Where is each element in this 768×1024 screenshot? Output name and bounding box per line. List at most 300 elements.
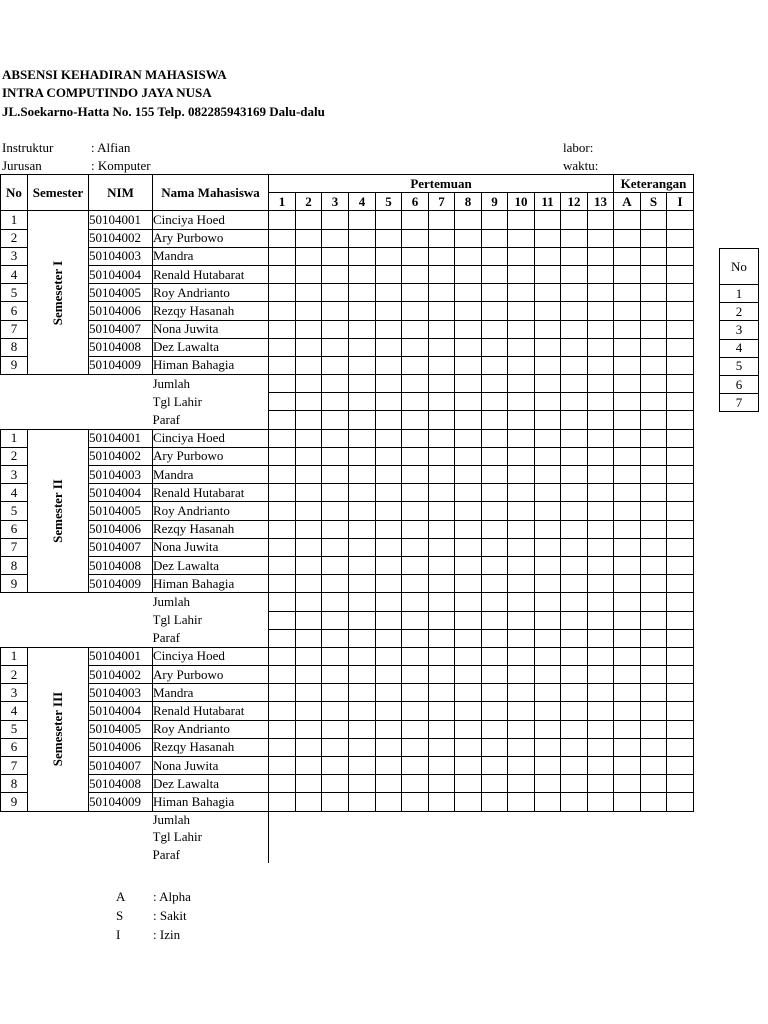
attendance-cell[interactable] bbox=[508, 229, 535, 247]
summary-cell[interactable] bbox=[561, 393, 588, 411]
attendance-cell[interactable] bbox=[402, 447, 429, 465]
attendance-cell[interactable] bbox=[482, 793, 508, 811]
summary-cell[interactable] bbox=[349, 611, 376, 629]
attendance-cell[interactable] bbox=[588, 466, 614, 484]
attendance-cell[interactable] bbox=[641, 484, 667, 502]
attendance-cell[interactable] bbox=[482, 502, 508, 520]
summary-cell[interactable] bbox=[349, 411, 376, 429]
attendance-cell[interactable] bbox=[535, 211, 561, 229]
summary-cell[interactable] bbox=[269, 411, 296, 429]
attendance-cell[interactable] bbox=[429, 502, 455, 520]
attendance-cell[interactable] bbox=[269, 720, 296, 738]
attendance-cell[interactable] bbox=[349, 302, 376, 320]
attendance-cell[interactable] bbox=[402, 356, 429, 374]
attendance-cell[interactable] bbox=[269, 556, 296, 574]
attendance-cell[interactable] bbox=[322, 320, 349, 338]
attendance-cell[interactable] bbox=[349, 211, 376, 229]
summary-cell[interactable] bbox=[376, 593, 402, 611]
attendance-cell[interactable] bbox=[667, 502, 694, 520]
attendance-cell[interactable] bbox=[588, 757, 614, 775]
attendance-cell[interactable] bbox=[614, 338, 641, 356]
attendance-cell[interactable] bbox=[667, 229, 694, 247]
attendance-cell[interactable] bbox=[269, 484, 296, 502]
attendance-cell[interactable] bbox=[296, 302, 322, 320]
attendance-cell[interactable] bbox=[588, 484, 614, 502]
attendance-cell[interactable] bbox=[667, 775, 694, 793]
attendance-cell[interactable] bbox=[614, 229, 641, 247]
summary-cell[interactable] bbox=[508, 393, 535, 411]
attendance-cell[interactable] bbox=[296, 284, 322, 302]
summary-cell[interactable] bbox=[376, 611, 402, 629]
attendance-cell[interactable] bbox=[402, 556, 429, 574]
attendance-cell[interactable] bbox=[402, 793, 429, 811]
attendance-cell[interactable] bbox=[482, 538, 508, 556]
summary-cell[interactable] bbox=[429, 375, 455, 393]
attendance-cell[interactable] bbox=[535, 320, 561, 338]
attendance-cell[interactable] bbox=[614, 666, 641, 684]
attendance-cell[interactable] bbox=[349, 284, 376, 302]
attendance-cell[interactable] bbox=[296, 757, 322, 775]
summary-cell[interactable] bbox=[535, 411, 561, 429]
attendance-cell[interactable] bbox=[429, 738, 455, 756]
attendance-cell[interactable] bbox=[535, 302, 561, 320]
attendance-cell[interactable] bbox=[322, 211, 349, 229]
attendance-cell[interactable] bbox=[641, 356, 667, 374]
attendance-cell[interactable] bbox=[614, 684, 641, 702]
attendance-cell[interactable] bbox=[429, 666, 455, 684]
attendance-cell[interactable] bbox=[269, 666, 296, 684]
summary-cell[interactable] bbox=[322, 393, 349, 411]
attendance-cell[interactable] bbox=[455, 757, 482, 775]
summary-cell[interactable] bbox=[535, 393, 561, 411]
summary-cell[interactable] bbox=[349, 629, 376, 647]
attendance-cell[interactable] bbox=[561, 320, 588, 338]
attendance-cell[interactable] bbox=[614, 484, 641, 502]
attendance-cell[interactable] bbox=[296, 775, 322, 793]
attendance-cell[interactable] bbox=[561, 666, 588, 684]
summary-cell[interactable] bbox=[402, 629, 429, 647]
attendance-cell[interactable] bbox=[588, 356, 614, 374]
attendance-cell[interactable] bbox=[349, 738, 376, 756]
summary-cell[interactable] bbox=[402, 593, 429, 611]
attendance-cell[interactable] bbox=[561, 702, 588, 720]
attendance-cell[interactable] bbox=[508, 338, 535, 356]
attendance-cell[interactable] bbox=[322, 466, 349, 484]
summary-cell[interactable] bbox=[322, 593, 349, 611]
summary-cell[interactable] bbox=[482, 393, 508, 411]
attendance-cell[interactable] bbox=[614, 302, 641, 320]
summary-cell[interactable] bbox=[349, 375, 376, 393]
attendance-cell[interactable] bbox=[561, 247, 588, 265]
attendance-cell[interactable] bbox=[482, 284, 508, 302]
attendance-cell[interactable] bbox=[322, 502, 349, 520]
attendance-cell[interactable] bbox=[588, 429, 614, 447]
attendance-cell[interactable] bbox=[455, 284, 482, 302]
summary-cell[interactable] bbox=[402, 411, 429, 429]
attendance-cell[interactable] bbox=[588, 702, 614, 720]
attendance-cell[interactable] bbox=[322, 338, 349, 356]
attendance-cell[interactable] bbox=[296, 320, 322, 338]
attendance-cell[interactable] bbox=[561, 647, 588, 665]
attendance-cell[interactable] bbox=[402, 720, 429, 738]
attendance-cell[interactable] bbox=[508, 757, 535, 775]
attendance-cell[interactable] bbox=[376, 247, 402, 265]
attendance-cell[interactable] bbox=[588, 575, 614, 593]
attendance-cell[interactable] bbox=[296, 211, 322, 229]
attendance-cell[interactable] bbox=[376, 757, 402, 775]
attendance-cell[interactable] bbox=[508, 720, 535, 738]
summary-cell[interactable] bbox=[402, 611, 429, 629]
summary-cell[interactable] bbox=[641, 375, 667, 393]
attendance-cell[interactable] bbox=[482, 211, 508, 229]
summary-cell[interactable] bbox=[588, 411, 614, 429]
attendance-cell[interactable] bbox=[455, 484, 482, 502]
attendance-cell[interactable] bbox=[641, 702, 667, 720]
summary-cell[interactable] bbox=[535, 375, 561, 393]
attendance-cell[interactable] bbox=[667, 538, 694, 556]
summary-cell[interactable] bbox=[482, 629, 508, 647]
attendance-cell[interactable] bbox=[667, 247, 694, 265]
attendance-cell[interactable] bbox=[402, 738, 429, 756]
attendance-cell[interactable] bbox=[376, 302, 402, 320]
attendance-cell[interactable] bbox=[269, 684, 296, 702]
attendance-cell[interactable] bbox=[429, 247, 455, 265]
attendance-cell[interactable] bbox=[376, 793, 402, 811]
attendance-cell[interactable] bbox=[349, 684, 376, 702]
attendance-cell[interactable] bbox=[614, 647, 641, 665]
attendance-cell[interactable] bbox=[561, 720, 588, 738]
attendance-cell[interactable] bbox=[429, 538, 455, 556]
attendance-cell[interactable] bbox=[561, 775, 588, 793]
attendance-cell[interactable] bbox=[508, 356, 535, 374]
summary-cell[interactable] bbox=[376, 393, 402, 411]
summary-cell[interactable] bbox=[614, 411, 641, 429]
attendance-cell[interactable] bbox=[402, 775, 429, 793]
attendance-cell[interactable] bbox=[455, 575, 482, 593]
attendance-cell[interactable] bbox=[402, 284, 429, 302]
attendance-cell[interactable] bbox=[429, 647, 455, 665]
attendance-cell[interactable] bbox=[641, 775, 667, 793]
summary-cell[interactable] bbox=[269, 593, 296, 611]
attendance-cell[interactable] bbox=[561, 284, 588, 302]
attendance-cell[interactable] bbox=[482, 520, 508, 538]
summary-cell[interactable] bbox=[588, 629, 614, 647]
attendance-cell[interactable] bbox=[535, 356, 561, 374]
summary-cell[interactable] bbox=[429, 411, 455, 429]
attendance-cell[interactable] bbox=[588, 793, 614, 811]
attendance-cell[interactable] bbox=[402, 575, 429, 593]
attendance-cell[interactable] bbox=[561, 302, 588, 320]
attendance-cell[interactable] bbox=[561, 575, 588, 593]
attendance-cell[interactable] bbox=[667, 556, 694, 574]
attendance-cell[interactable] bbox=[641, 338, 667, 356]
attendance-cell[interactable] bbox=[641, 793, 667, 811]
attendance-cell[interactable] bbox=[349, 320, 376, 338]
summary-cell[interactable] bbox=[561, 593, 588, 611]
attendance-cell[interactable] bbox=[296, 229, 322, 247]
summary-cell[interactable] bbox=[322, 611, 349, 629]
attendance-cell[interactable] bbox=[455, 229, 482, 247]
attendance-cell[interactable] bbox=[349, 247, 376, 265]
attendance-cell[interactable] bbox=[588, 738, 614, 756]
attendance-cell[interactable] bbox=[588, 684, 614, 702]
attendance-cell[interactable] bbox=[296, 466, 322, 484]
attendance-cell[interactable] bbox=[535, 247, 561, 265]
attendance-cell[interactable] bbox=[588, 556, 614, 574]
attendance-cell[interactable] bbox=[508, 702, 535, 720]
summary-cell[interactable] bbox=[614, 375, 641, 393]
attendance-cell[interactable] bbox=[508, 302, 535, 320]
attendance-cell[interactable] bbox=[641, 575, 667, 593]
attendance-cell[interactable] bbox=[667, 466, 694, 484]
attendance-cell[interactable] bbox=[402, 429, 429, 447]
attendance-cell[interactable] bbox=[269, 338, 296, 356]
attendance-cell[interactable] bbox=[296, 647, 322, 665]
attendance-cell[interactable] bbox=[349, 520, 376, 538]
summary-cell[interactable] bbox=[376, 411, 402, 429]
attendance-cell[interactable] bbox=[508, 284, 535, 302]
attendance-cell[interactable] bbox=[588, 229, 614, 247]
attendance-cell[interactable] bbox=[376, 556, 402, 574]
attendance-cell[interactable] bbox=[614, 265, 641, 283]
attendance-cell[interactable] bbox=[296, 684, 322, 702]
attendance-cell[interactable] bbox=[429, 520, 455, 538]
attendance-cell[interactable] bbox=[667, 647, 694, 665]
attendance-cell[interactable] bbox=[322, 575, 349, 593]
summary-cell[interactable] bbox=[667, 411, 694, 429]
attendance-cell[interactable] bbox=[455, 502, 482, 520]
attendance-cell[interactable] bbox=[641, 247, 667, 265]
attendance-cell[interactable] bbox=[322, 247, 349, 265]
attendance-cell[interactable] bbox=[508, 265, 535, 283]
attendance-cell[interactable] bbox=[322, 520, 349, 538]
attendance-cell[interactable] bbox=[376, 484, 402, 502]
attendance-cell[interactable] bbox=[322, 793, 349, 811]
attendance-cell[interactable] bbox=[667, 757, 694, 775]
attendance-cell[interactable] bbox=[641, 211, 667, 229]
summary-cell[interactable] bbox=[614, 593, 641, 611]
attendance-cell[interactable] bbox=[269, 502, 296, 520]
attendance-cell[interactable] bbox=[349, 647, 376, 665]
attendance-cell[interactable] bbox=[322, 775, 349, 793]
summary-cell[interactable] bbox=[614, 629, 641, 647]
attendance-cell[interactable] bbox=[641, 720, 667, 738]
attendance-cell[interactable] bbox=[322, 666, 349, 684]
attendance-cell[interactable] bbox=[667, 738, 694, 756]
attendance-cell[interactable] bbox=[588, 520, 614, 538]
attendance-cell[interactable] bbox=[667, 265, 694, 283]
attendance-cell[interactable] bbox=[508, 247, 535, 265]
attendance-cell[interactable] bbox=[667, 684, 694, 702]
attendance-cell[interactable] bbox=[349, 775, 376, 793]
attendance-cell[interactable] bbox=[349, 356, 376, 374]
summary-cell[interactable] bbox=[535, 611, 561, 629]
attendance-cell[interactable] bbox=[535, 429, 561, 447]
attendance-cell[interactable] bbox=[508, 502, 535, 520]
attendance-cell[interactable] bbox=[482, 575, 508, 593]
attendance-cell[interactable] bbox=[322, 302, 349, 320]
attendance-cell[interactable] bbox=[482, 738, 508, 756]
attendance-cell[interactable] bbox=[296, 502, 322, 520]
attendance-cell[interactable] bbox=[349, 575, 376, 593]
summary-cell[interactable] bbox=[667, 593, 694, 611]
summary-cell[interactable] bbox=[296, 611, 322, 629]
attendance-cell[interactable] bbox=[641, 520, 667, 538]
attendance-cell[interactable] bbox=[376, 466, 402, 484]
attendance-cell[interactable] bbox=[535, 757, 561, 775]
attendance-cell[interactable] bbox=[455, 466, 482, 484]
attendance-cell[interactable] bbox=[429, 484, 455, 502]
attendance-cell[interactable] bbox=[376, 775, 402, 793]
attendance-cell[interactable] bbox=[561, 356, 588, 374]
attendance-cell[interactable] bbox=[561, 265, 588, 283]
attendance-cell[interactable] bbox=[429, 720, 455, 738]
attendance-cell[interactable] bbox=[376, 520, 402, 538]
attendance-cell[interactable] bbox=[455, 520, 482, 538]
attendance-cell[interactable] bbox=[429, 757, 455, 775]
attendance-cell[interactable] bbox=[535, 538, 561, 556]
attendance-cell[interactable] bbox=[376, 284, 402, 302]
summary-cell[interactable] bbox=[641, 411, 667, 429]
attendance-cell[interactable] bbox=[349, 447, 376, 465]
attendance-cell[interactable] bbox=[269, 538, 296, 556]
attendance-cell[interactable] bbox=[508, 447, 535, 465]
attendance-cell[interactable] bbox=[322, 720, 349, 738]
attendance-cell[interactable] bbox=[588, 502, 614, 520]
attendance-cell[interactable] bbox=[402, 538, 429, 556]
attendance-cell[interactable] bbox=[614, 356, 641, 374]
summary-cell[interactable] bbox=[296, 629, 322, 647]
attendance-cell[interactable] bbox=[429, 338, 455, 356]
attendance-cell[interactable] bbox=[535, 447, 561, 465]
attendance-cell[interactable] bbox=[508, 466, 535, 484]
attendance-cell[interactable] bbox=[269, 447, 296, 465]
attendance-cell[interactable] bbox=[641, 757, 667, 775]
summary-cell[interactable] bbox=[269, 375, 296, 393]
attendance-cell[interactable] bbox=[322, 447, 349, 465]
summary-cell[interactable] bbox=[482, 411, 508, 429]
attendance-cell[interactable] bbox=[561, 429, 588, 447]
attendance-cell[interactable] bbox=[508, 520, 535, 538]
attendance-cell[interactable] bbox=[296, 666, 322, 684]
attendance-cell[interactable] bbox=[561, 538, 588, 556]
attendance-cell[interactable] bbox=[402, 211, 429, 229]
attendance-cell[interactable] bbox=[641, 647, 667, 665]
attendance-cell[interactable] bbox=[535, 284, 561, 302]
attendance-cell[interactable] bbox=[296, 520, 322, 538]
attendance-cell[interactable] bbox=[614, 738, 641, 756]
attendance-cell[interactable] bbox=[482, 247, 508, 265]
attendance-cell[interactable] bbox=[322, 284, 349, 302]
attendance-cell[interactable] bbox=[482, 429, 508, 447]
attendance-cell[interactable] bbox=[641, 229, 667, 247]
summary-cell[interactable] bbox=[402, 393, 429, 411]
attendance-cell[interactable] bbox=[269, 575, 296, 593]
attendance-cell[interactable] bbox=[429, 302, 455, 320]
attendance-cell[interactable] bbox=[269, 302, 296, 320]
attendance-cell[interactable] bbox=[349, 502, 376, 520]
attendance-cell[interactable] bbox=[349, 265, 376, 283]
attendance-cell[interactable] bbox=[376, 575, 402, 593]
attendance-cell[interactable] bbox=[614, 757, 641, 775]
attendance-cell[interactable] bbox=[641, 320, 667, 338]
attendance-cell[interactable] bbox=[322, 684, 349, 702]
attendance-cell[interactable] bbox=[535, 229, 561, 247]
attendance-cell[interactable] bbox=[402, 520, 429, 538]
attendance-cell[interactable] bbox=[349, 793, 376, 811]
summary-cell[interactable] bbox=[455, 629, 482, 647]
attendance-cell[interactable] bbox=[402, 265, 429, 283]
summary-cell[interactable] bbox=[641, 611, 667, 629]
attendance-cell[interactable] bbox=[322, 356, 349, 374]
attendance-cell[interactable] bbox=[296, 556, 322, 574]
attendance-cell[interactable] bbox=[508, 484, 535, 502]
attendance-cell[interactable] bbox=[667, 484, 694, 502]
attendance-cell[interactable] bbox=[269, 265, 296, 283]
summary-cell[interactable] bbox=[588, 375, 614, 393]
attendance-cell[interactable] bbox=[455, 684, 482, 702]
summary-cell[interactable] bbox=[667, 375, 694, 393]
attendance-cell[interactable] bbox=[588, 265, 614, 283]
attendance-cell[interactable] bbox=[322, 647, 349, 665]
summary-cell[interactable] bbox=[667, 611, 694, 629]
attendance-cell[interactable] bbox=[269, 738, 296, 756]
attendance-cell[interactable] bbox=[322, 265, 349, 283]
summary-cell[interactable] bbox=[641, 593, 667, 611]
attendance-cell[interactable] bbox=[296, 247, 322, 265]
attendance-cell[interactable] bbox=[588, 720, 614, 738]
summary-cell[interactable] bbox=[429, 629, 455, 647]
attendance-cell[interactable] bbox=[455, 247, 482, 265]
attendance-cell[interactable] bbox=[482, 720, 508, 738]
attendance-cell[interactable] bbox=[482, 265, 508, 283]
summary-cell[interactable] bbox=[508, 629, 535, 647]
attendance-cell[interactable] bbox=[296, 793, 322, 811]
summary-cell[interactable] bbox=[641, 629, 667, 647]
attendance-cell[interactable] bbox=[429, 265, 455, 283]
summary-cell[interactable] bbox=[614, 393, 641, 411]
summary-cell[interactable] bbox=[561, 629, 588, 647]
attendance-cell[interactable] bbox=[429, 284, 455, 302]
attendance-cell[interactable] bbox=[376, 338, 402, 356]
summary-cell[interactable] bbox=[429, 393, 455, 411]
summary-cell[interactable] bbox=[482, 593, 508, 611]
attendance-cell[interactable] bbox=[402, 502, 429, 520]
attendance-cell[interactable] bbox=[376, 647, 402, 665]
summary-cell[interactable] bbox=[376, 375, 402, 393]
summary-cell[interactable] bbox=[482, 611, 508, 629]
attendance-cell[interactable] bbox=[402, 666, 429, 684]
summary-cell[interactable] bbox=[429, 611, 455, 629]
attendance-cell[interactable] bbox=[269, 211, 296, 229]
attendance-cell[interactable] bbox=[349, 702, 376, 720]
attendance-cell[interactable] bbox=[269, 466, 296, 484]
summary-cell[interactable] bbox=[296, 411, 322, 429]
attendance-cell[interactable] bbox=[588, 211, 614, 229]
attendance-cell[interactable] bbox=[535, 338, 561, 356]
attendance-cell[interactable] bbox=[269, 320, 296, 338]
attendance-cell[interactable] bbox=[667, 302, 694, 320]
attendance-cell[interactable] bbox=[614, 793, 641, 811]
attendance-cell[interactable] bbox=[322, 702, 349, 720]
attendance-cell[interactable] bbox=[508, 575, 535, 593]
attendance-cell[interactable] bbox=[296, 429, 322, 447]
attendance-cell[interactable] bbox=[561, 738, 588, 756]
attendance-cell[interactable] bbox=[482, 775, 508, 793]
attendance-cell[interactable] bbox=[349, 556, 376, 574]
attendance-cell[interactable] bbox=[402, 484, 429, 502]
attendance-cell[interactable] bbox=[667, 575, 694, 593]
